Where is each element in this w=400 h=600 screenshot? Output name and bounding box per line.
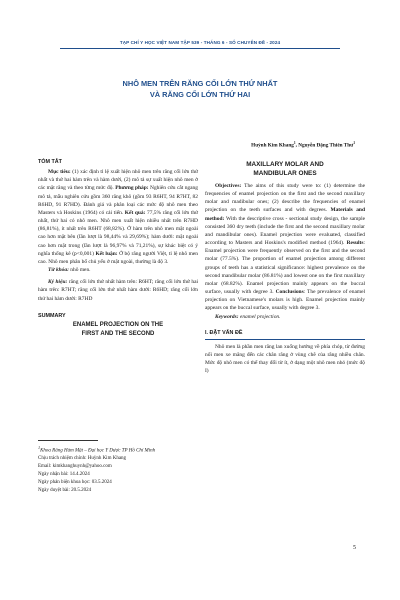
method-text-en: With the descriptive cross - sectional study design, the sample consisted 360 dry teeth (include the first and the second maxillary molar and mandibular ones). Enamel projection were evaluated, classified according to Masters and Hoskins's modified method (1964). [205, 215, 365, 247]
conclusion-label-vi: Kết luận: [95, 250, 118, 257]
method-label-vi: Phương pháp: [115, 185, 149, 192]
abstract-vi-heading: TÓM TẮT [38, 159, 62, 165]
objective-text-en: The aims of this study were to: (1) determine the frequencies of enamel projection on the first and the second maxillary molar and madibular ones; (2) describe the frequencies of enamel projection on the teeth surfaces and with degrees. [205, 183, 365, 214]
corresponding-email: Email: kimkhanghuynh@yahoo.com [38, 464, 112, 470]
keywords-text-vi: nhô men. [68, 267, 91, 274]
summary-heading: SUMMARY [38, 312, 66, 319]
article-title [40, 78, 360, 100]
keywords-en [205, 313, 365, 321]
title-line-1: NHÔ MEN TRÊN RĂNG CỐI LỚN THỨ NHẤT [122, 79, 278, 88]
abbreviations-text: răng cối lớn thứ nhất hàm trên: R6HT; răng cối lớn thứ hai hàm trên: R7HT; răng cối lớn thứ nhất hàm dưới: R6HD; răng cối lớn thứ hai hàm dưới: R7HD [38, 279, 199, 302]
footnote-rule [38, 440, 98, 441]
abbreviations-vi [38, 278, 198, 302]
corresponding-author: Chịu trách nhiệm chính: Huỳnh Kim Khang [38, 456, 127, 462]
conclusion-label-en: Conclusions [275, 289, 304, 296]
result-label-en: Results [346, 240, 364, 247]
english-title-line-1: ENAMEL PROJECTION ON THE [72, 321, 164, 328]
result-text-vi: 77,5% răng cối lớn thứ nhất, thứ hai có nhô men. Nhô men xuất hiện nhiều nhất trên R7HD (86,81%), ít nhất trên R6HT (68,82%). Ở hàm trên nhô men mặt ngoài cao hơn mặt bên (lần lượt là 98,44% và 29,69%); hàm dưới: mặt ngoài cao hơn mặt trong (lần lượt là 96,97% và 71,21%), sự khác biệt có ý nghĩa thống kê (p<0,001) [38, 209, 199, 257]
abbreviations-label: Ký hiệu: [48, 279, 68, 286]
date-accepted: Ngày duyệt bài: 20.5.2024 [38, 487, 92, 493]
result-text-en: : Enamel projection were frequently observed on the first and the second molar (77.5%). The proportion of enamel projection among different groups of teeth has a statistical significance: highest prevalence on the second mandibular molar (86.81%) and lowest one on the first maxillary molar (68.82%). Enamel projection mainly appears on the buccal surface, usually with degree 3. [205, 240, 365, 296]
page-number: 5 [353, 545, 356, 551]
result-label-vi: Kết quả: [124, 209, 146, 216]
author-separator: , [295, 142, 299, 149]
affiliation-marker: 1 [38, 445, 41, 450]
introduction-body: Nhô men là phần men răng lan xuống hướng về phía chóp, từ đường nối men xe măng đến các chân răng ở vùng chẽ của răng nhiều chân. Mức độ nhô men có thể thay đổi từ ít, ở dạng một nhô men nhỏ (mức độ I) [205, 343, 365, 375]
author-1-affil: 1 [293, 141, 296, 145]
keywords-label-vi: Từ khóa: [48, 267, 69, 274]
author-2: Nguyễn Đặng Thiên Thư [298, 142, 354, 149]
english-title-cont-line-1: MAXILLARY MOLAR AND [246, 161, 324, 168]
left-column [38, 158, 198, 339]
method-label-en: Materials and method: [205, 207, 365, 222]
date-reviewed: Ngày phản biện khoa học: 03.5.2024 [38, 479, 112, 485]
authors [251, 141, 355, 149]
introduction-heading-rule [205, 339, 365, 340]
abstract-vi-body [38, 168, 198, 266]
conclusion-text-vi: Ở bộ răng người Việt, tỉ lệ nhô men cao. Nhô men phân bố chủ yếu ở mặt ngoài, thường là độ 3. [38, 250, 198, 265]
date-received: Ngày nhận bài: 14.4.2024 [38, 472, 90, 478]
header-rule [60, 48, 340, 49]
english-title-line-2: FIRST AND THE SECOND [81, 330, 155, 337]
abstract-en-body [205, 182, 365, 313]
keywords-label-en: Keywords: [215, 313, 239, 320]
affiliation [38, 444, 198, 455]
keywords-vi [38, 266, 198, 274]
keywords-text-en: enamel projection. [238, 313, 281, 320]
introduction-heading: I. ĐẶT VẤN ĐỀ [205, 329, 243, 336]
affiliation-text: Khoa Răng Hàm Mặt – Đại học Y Dược TP Hồ Chí Minh [40, 448, 156, 454]
english-title-cont-line-2: MANDIBULAR ONES [253, 170, 317, 177]
objective-label-en: Objectives: [215, 183, 242, 189]
conclusion-text-en: : The prevalence of enamel projection on Vietnamese's molars is high. Enamel projection mainly appears on the buccal surface, usually with degree 3. [205, 289, 366, 312]
title-line-2: VÀ RĂNG CỐI LỚN THỨ HAI [149, 90, 251, 99]
footnotes [38, 444, 198, 494]
right-column [205, 160, 365, 375]
author-1: Huỳnh Kim Khang [251, 142, 294, 149]
method-text-vi: Nghiên cứu cắt ngang mô tả, mẫu nghiên cứu gồm 360 răng khô (gồm 93 R6HT, 94 R7HT, 82 R6HD, 91 R7HD). Đánh giá và phân loại các mức độ nhô men theo Masters và Hoskins (1964) có cải tiến. [38, 185, 198, 216]
objective-text-vi: (1) xác định tỉ lệ xuất hiện nhô men trên răng cối lớn thứ nhất và thứ hai hàm trên và hàm dưới, (2) mô tả sự xuất hiện nhô men ở các mặt răng và theo từng mức độ. [38, 169, 199, 192]
author-2-affil: 1 [353, 141, 355, 145]
objective-label-vi: Mục tiêu: [48, 169, 71, 176]
journal-header: TẠP CHÍ Y HỌC VIỆT NAM TẬP 539 - THÁNG 6 - SỐ CHUYÊN ĐỀ - 2024 [119, 40, 281, 45]
